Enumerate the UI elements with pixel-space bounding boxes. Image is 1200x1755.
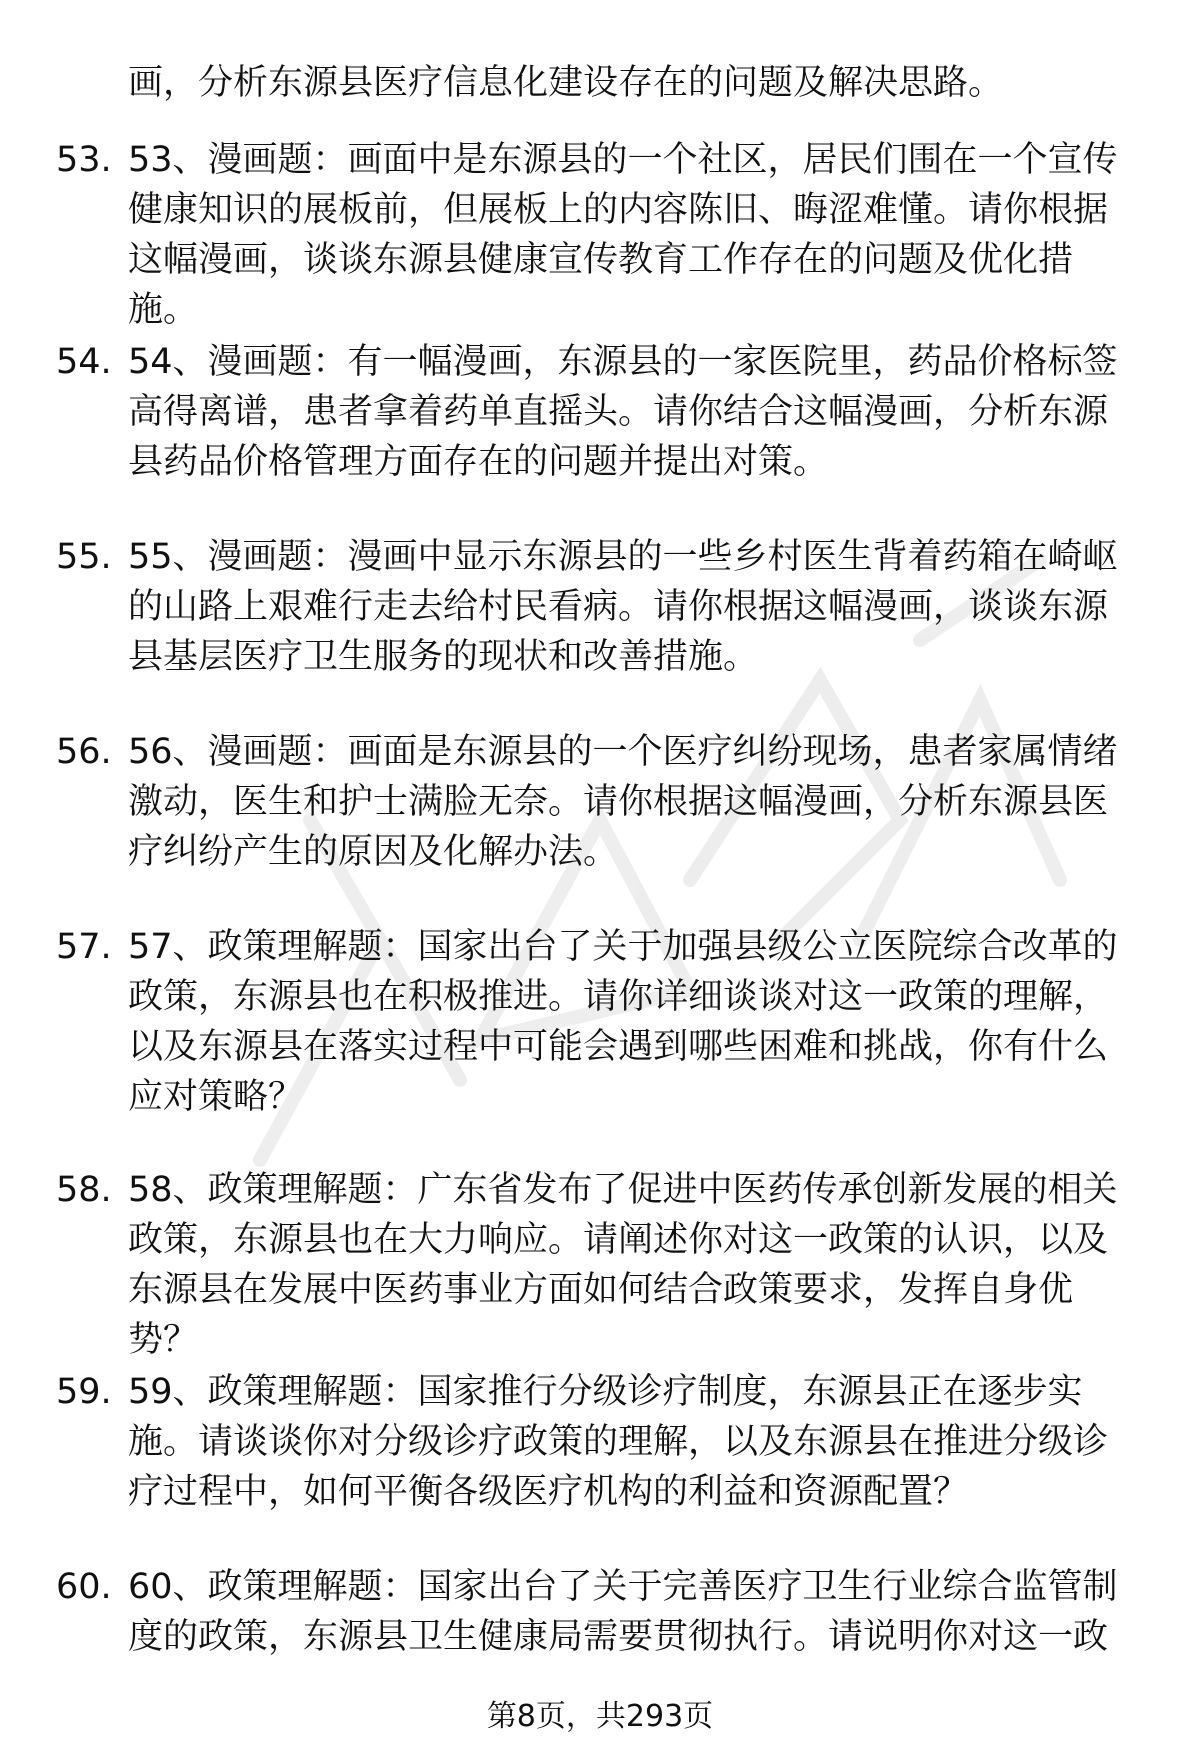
text-line: 53、漫画题：画面中是东源县的一个社区，居民们围在一个宣传: [128, 140, 1118, 180]
text-line: 58、政策理解题：广东省发布了促进中医药传承创新发展的相关: [128, 1170, 1118, 1210]
text-line: 的山路上艰难行走去给村民看病。请你根据这幅漫画，谈谈东源: [128, 587, 1109, 627]
text-line: 政策，东源县也在大力响应。请阐述你对这一政策的认识，以及: [128, 1220, 1109, 1260]
question-text: [128, 532, 1148, 682]
text-line: 健康知识的展板前，但展板上的内容陈旧、晦涩难懂。请你根据: [128, 190, 1109, 230]
question-text: [128, 1165, 1148, 1365]
text-line: 政策，东源县也在积极推进。请你详细谈谈对这一政策的理解，: [128, 977, 1109, 1017]
question-text: [128, 1562, 1148, 1662]
question-text: [128, 727, 1148, 877]
text-line: 55、漫画题：漫画中显示东源县的一些乡村医生背着药箱在崎岖: [128, 537, 1118, 577]
list-number: 60.: [56, 1567, 112, 1607]
text-line: 54、漫画题：有一幅漫画，东源县的一家医院里，药品价格标签: [128, 342, 1118, 382]
list-number: 53.: [56, 140, 112, 180]
question-text: [128, 135, 1148, 335]
question-text: [128, 922, 1148, 1122]
text-line: 以及东源县在落实过程中可能会遇到哪些困难和挑战，你有什么: [128, 1027, 1109, 1067]
list-number: 56.: [56, 732, 112, 772]
text-line: 应对策略？: [128, 1077, 304, 1117]
text-line: 60、政策理解题：国家出台了关于完善医疗卫生行业综合监管制: [128, 1567, 1118, 1607]
text-line: 疗纠纷产生的原因及化解办法。: [128, 832, 619, 872]
text-line: 施。: [128, 290, 199, 330]
text-line: 县药品价格管理方面存在的问题并提出对策。: [128, 442, 829, 482]
text-line: 度的政策，东源县卫生健康局需要贯彻执行。请说明你对这一政: [128, 1617, 1109, 1657]
text-line: 激动，医生和护士满脸无奈。请你根据这幅漫画，分析东源县医: [128, 782, 1109, 822]
text-line: 高得离谱，患者拿着药单直摇头。请你结合这幅漫画，分析东源: [128, 392, 1109, 432]
list-number: 58.: [56, 1170, 112, 1210]
list-number: 55.: [56, 537, 112, 577]
question-text: [128, 337, 1148, 487]
text-line: 势？: [128, 1320, 199, 1360]
text-line: 56、漫画题：画面是东源县的一个医疗纠纷现场，患者家属情绪: [128, 732, 1118, 772]
text-line: 东源县在发展中医药事业方面如何结合政策要求，发挥自身优: [128, 1270, 1074, 1310]
continued-paragraph-line: 画，分析东源县医疗信息化建设存在的问题及解决思路。: [128, 63, 1004, 103]
page-number-footer: 第8页，共293页: [486, 1699, 714, 1734]
text-line: 施。请谈谈你对分级诊疗政策的理解，以及东源县在推进分级诊: [128, 1422, 1109, 1462]
text-line: 57、政策理解题：国家出台了关于加强县级公立医院综合改革的: [128, 927, 1118, 967]
text-line: 疗过程中，如何平衡各级医疗机构的利益和资源配置？: [128, 1472, 969, 1512]
text-line: 县基层医疗卫生服务的现状和改善措施。: [128, 637, 759, 677]
list-number: 59.: [56, 1372, 112, 1412]
question-text: [128, 1367, 1148, 1517]
text-line: 59、政策理解题：国家推行分级诊疗制度，东源县正在逐步实: [128, 1372, 1083, 1412]
list-number: 54.: [56, 342, 112, 382]
list-number: 57.: [56, 927, 112, 967]
text-line: 这幅漫画，谈谈东源县健康宣传教育工作存在的问题及优化措: [128, 240, 1074, 280]
